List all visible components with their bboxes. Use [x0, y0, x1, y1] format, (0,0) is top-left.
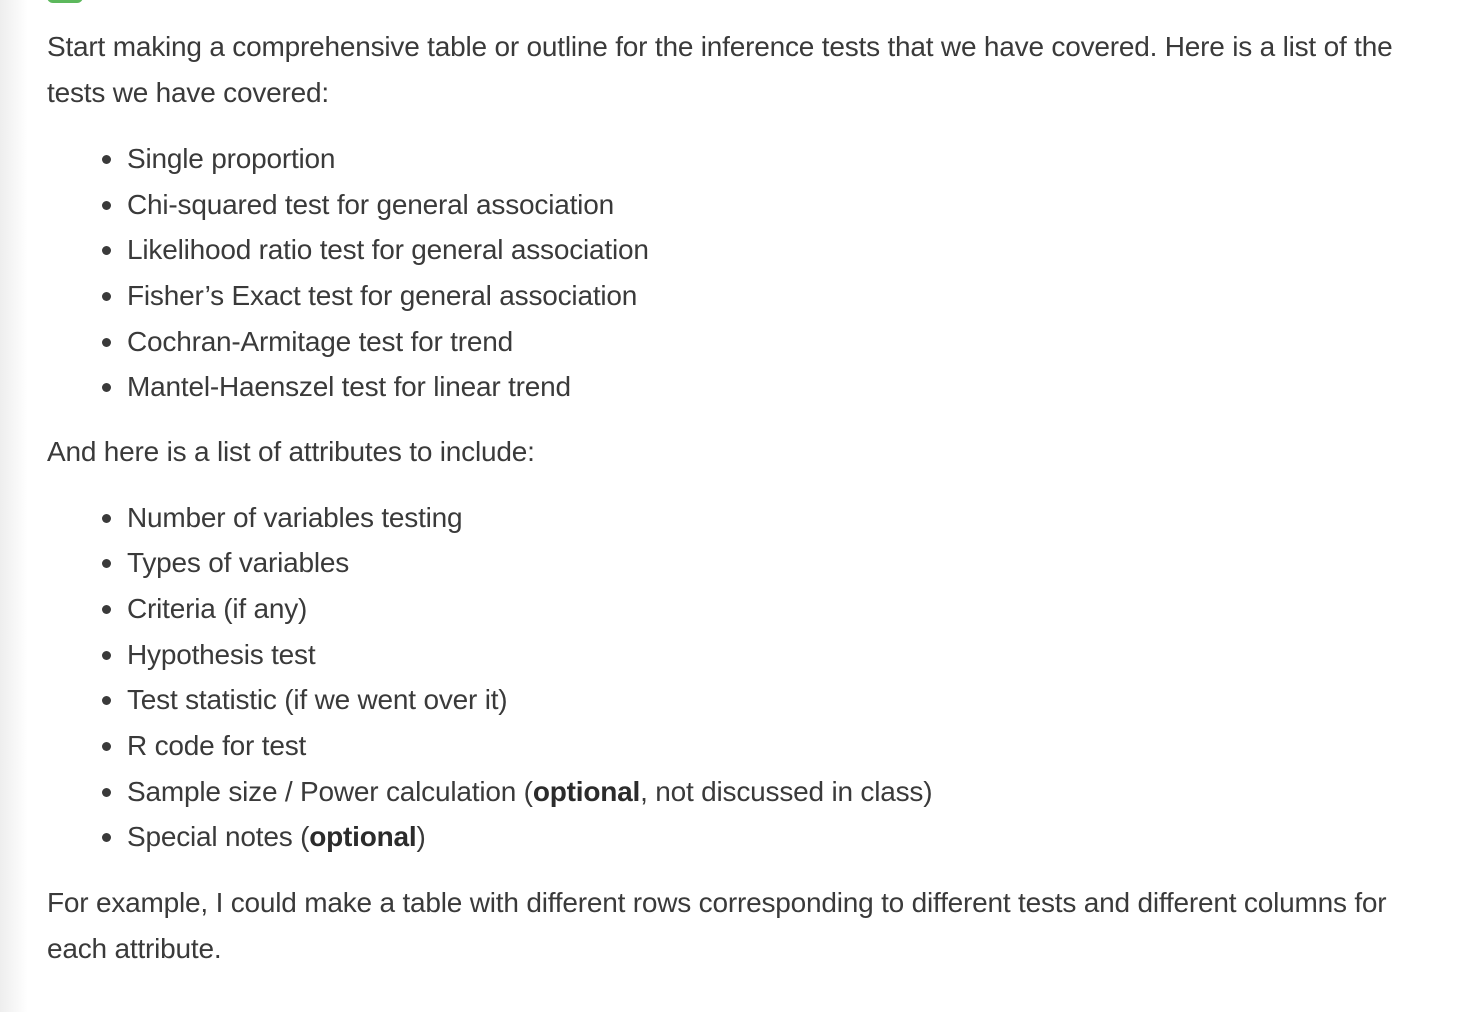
attributes-intro-paragraph: And here is a list of attributes to include:	[47, 436, 535, 468]
list-item-text: Special notes (	[127, 821, 310, 853]
list-item: Fisher’s Exact test for general association	[127, 273, 1437, 319]
list-item-special-notes	[127, 814, 1437, 860]
intro-paragraph: Start making a comprehensive table or outline for the inference tests that we have covered. Here is a list of the tests we have covered:	[47, 31, 1393, 108]
list-item: Chi-squared test for general association	[127, 182, 1437, 228]
example-paragraph: For example, I could make a table with different rows corresponding to different tests and different columns for each attribute.	[47, 887, 1387, 964]
list-item-text: )	[416, 821, 426, 853]
top-accent-bar	[47, 0, 83, 3]
assignment-content	[47, 24, 1437, 971]
list-item-text: , not discussed in class)	[640, 775, 933, 807]
list-item: Mantel-Haenszel test for linear trend	[127, 364, 1437, 410]
list-item-text: Sample size / Power calculation (	[127, 775, 533, 807]
list-item: Hypothesis test	[127, 632, 1437, 678]
list-item-sample-size	[127, 769, 1437, 815]
optional-emphasis: optional	[532, 775, 641, 807]
list-item: Test statistic (if we went over it)	[127, 677, 1437, 723]
list-item: R code for test	[127, 723, 1437, 769]
list-item: Cochran-Armitage test for trend	[127, 319, 1437, 365]
list-item: Single proportion	[127, 136, 1437, 182]
attributes-list	[47, 495, 1437, 861]
list-item: Likelihood ratio test for general association	[127, 227, 1437, 273]
tests-list	[47, 136, 1437, 410]
list-item: Number of variables testing	[127, 495, 1437, 541]
list-item: Types of variables	[127, 540, 1437, 586]
left-gutter	[0, 0, 28, 1012]
optional-emphasis: optional	[309, 821, 417, 853]
list-item: Criteria (if any)	[127, 586, 1437, 632]
